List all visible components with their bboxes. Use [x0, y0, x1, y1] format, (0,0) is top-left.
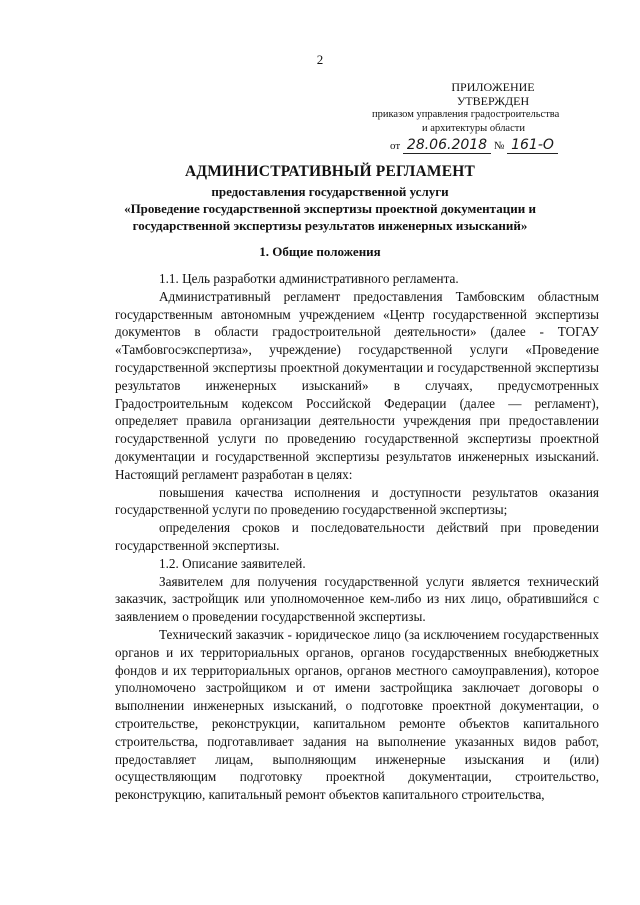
title-line-2: предоставления государственной услуги [211, 184, 449, 199]
order-date: 28.06.2018 [406, 137, 488, 153]
paragraph: Административный регламент предоставления Тамбовским областным государственным автономным учреждением «Центр государственной экспертизы документов в области градостроительной деятельности» (далее - ТОГАУ «Тамбовгосэкспертиза», учреждение) государственной услуги «Проведение государственной экспертизы проектной документации и государственной экспертизы результатов инженерных изысканий» в случаях, предусмотренных Градостроительным кодексом Российской Федерации (далее — регламент), определяет правила организации деятельности учреждения при предоставлении государственной услуги по проведению государственной экспертизы проектной документации и государственной экспертизы результатов инженерных изысканий. Настоящий регламент разработан в целях: [115, 288, 599, 482]
paragraph: 1.1. Цель разработки административного регламента. [159, 271, 459, 286]
paragraph: 1.2. Описание заявителей. [159, 555, 306, 571]
appendix-label: ПРИЛОЖЕНИЕ [451, 80, 535, 94]
page-number: 2 [316, 52, 324, 67]
approved-label: УТВЕРЖДЕН [456, 94, 530, 108]
document-body [115, 270, 599, 804]
title-line-1: АДМИНИСТРАТИВНЫЙ РЕГЛАМЕНТ [184, 163, 476, 180]
title-line-4: государственной экспертизы результатов инженерных изысканий» [132, 218, 528, 233]
order-date-line [390, 138, 568, 154]
section-heading: 1. Общие положения [259, 244, 381, 259]
order-line-2: и архитектуры области [422, 123, 525, 134]
number-prefix: № [493, 140, 505, 152]
approval-stamp [370, 80, 568, 154]
title-line-3: «Проведение государственной экспертизы проектной документации и [124, 201, 536, 216]
paragraph: Заявителем для получения государственной услуги является технический заказчик, застройщик или уполномоченное кем-либо из них лицо, обратившийся с заявлением о проведении государственной экспертизы. [115, 573, 599, 625]
paragraph: определения сроков и последовательности действий при проведении государственной экспертизы. [115, 520, 599, 553]
paragraph: повышения качества исполнения и доступности результатов оказания государственной услуги по проведению государственной экспертизы; [115, 484, 599, 518]
order-line-1: приказом управления градостроительства [372, 109, 560, 120]
order-number: 161-О [511, 137, 554, 153]
document-title [100, 163, 560, 234]
date-prefix: от [390, 140, 401, 152]
paragraph: Технический заказчик - юридическое лицо (за исключением государственных органов и их территориальных органов, органов государственных внебюджетных фондов и их территориальных органов, органов местного самоуправления), которое уполномочено застройщиком и от имени застройщика заключает договоры о выполнении инженерных изысканий, о подготовке проектной документации, о строительстве, реконструкции, капитальном ремонте объектов капитального строительства, подготавливает задания на выполнение указанных видов работ, предоставляет лицам, выполняющим инженерные изыскания и (или) осуществляющим подготовку проектной документации, строительство, реконструкцию, капитальный ремонт объектов капитального строительства, [115, 626, 599, 803]
